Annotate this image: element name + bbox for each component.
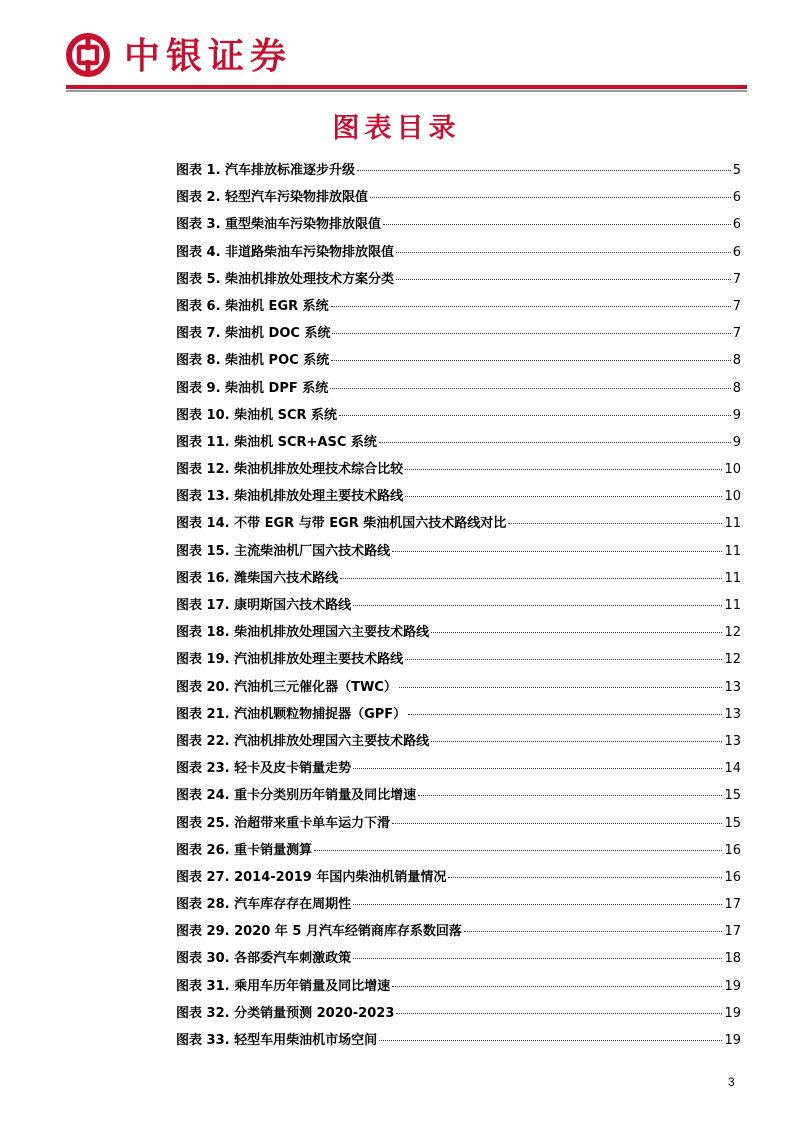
toc-dot-leader [379, 442, 731, 443]
toc-entry-page: 17 [724, 897, 741, 913]
toc-dot-leader [392, 823, 722, 824]
toc-entry-label: 图表 26. 重卡销量测算 [176, 842, 313, 858]
toc-entry[interactable] [176, 619, 741, 646]
toc-entry-page: 9 [732, 407, 741, 423]
toc-dot-leader [405, 659, 722, 660]
toc-dot-leader [370, 197, 731, 198]
toc-entry-page: 5 [732, 163, 741, 178]
toc-entry-page: 14 [724, 761, 741, 777]
toc-dot-leader [396, 279, 731, 280]
toc-dot-leader [431, 632, 722, 633]
toc-entry[interactable] [176, 864, 741, 891]
toc-dot-leader [353, 768, 722, 769]
toc-dot-leader [330, 388, 730, 389]
toc-entry-label: 图表 16. 潍柴国六技术路线 [176, 570, 339, 586]
toc-dot-leader [418, 795, 722, 796]
toc-entry-label: 图表 21. 汽油机颗粒物捕捉器（GPF） [176, 706, 407, 722]
toc-entry-page: 19 [724, 978, 741, 994]
page-number: 3 [728, 1075, 735, 1089]
toc-entry[interactable] [176, 239, 741, 266]
toc-entry-page: 15 [724, 788, 741, 804]
toc-entry-page: 11 [724, 516, 741, 532]
toc-dot-leader [339, 415, 731, 416]
toc-dot-leader [448, 877, 722, 878]
toc-entry-label: 图表 33. 轻型车用柴油机市场空间 [176, 1033, 378, 1048]
toc-entry[interactable] [176, 837, 741, 864]
toc-entry-page: 10 [724, 462, 741, 478]
toc-entry[interactable] [176, 538, 741, 565]
toc-entry-label: 图表 9. 柴油机 DPF 系统 [176, 380, 329, 396]
toc-entry-label: 图表 13. 柴油机排放处理主要技术路线 [176, 489, 404, 505]
toc-entry[interactable] [176, 157, 741, 184]
toc-entry-page: 10 [724, 489, 741, 505]
toc-entry-label: 图表 2. 轻型汽车污染物排放限值 [176, 190, 369, 206]
toc-entry-page: 7 [732, 298, 741, 314]
toc-dot-leader [392, 551, 722, 552]
toc-entry[interactable] [176, 510, 741, 537]
toc-dot-leader [464, 931, 723, 932]
header-rule-grey [66, 90, 747, 92]
toc-entry-label: 图表 24. 重卡分类别历年销量及同比增速 [176, 788, 417, 804]
toc-dot-leader [396, 1013, 722, 1014]
brand-name: 中银证券 [124, 35, 293, 77]
toc-dot-leader [392, 986, 722, 987]
toc-entry[interactable] [176, 701, 741, 728]
toc-dot-leader [399, 687, 723, 688]
toc-entry[interactable] [176, 320, 741, 347]
toc-entry-page: 8 [732, 380, 741, 396]
toc-dot-leader [332, 333, 730, 334]
toc-entry-page: 17 [724, 924, 741, 940]
toc-entry[interactable] [176, 293, 741, 320]
toc-entry-page: 19 [724, 1005, 741, 1021]
toc-dot-leader [314, 850, 722, 851]
toc-entry[interactable] [176, 1000, 741, 1027]
toc-entry[interactable] [176, 347, 741, 374]
toc-entry-label: 图表 5. 柴油机排放处理技术方案分类 [176, 271, 395, 287]
toc-entry[interactable] [176, 565, 741, 592]
toc-entry-page: 13 [724, 679, 741, 695]
header-rule-red [66, 85, 747, 89]
boc-logo-icon [66, 33, 110, 77]
toc-entry-page: 6 [732, 244, 741, 260]
toc-entry-page: 7 [732, 326, 741, 342]
toc-entry-page: 12 [724, 652, 741, 668]
page-header [0, 0, 793, 95]
toc-entry-page: 13 [724, 733, 741, 749]
toc-entry-page: 19 [724, 1033, 741, 1048]
toc-entry-page: 6 [732, 190, 741, 206]
toc-entry-label: 图表 15. 主流柴油机厂国六技术路线 [176, 543, 391, 559]
toc-dot-leader [353, 904, 722, 905]
toc-entry[interactable] [176, 1027, 741, 1054]
toc-entry[interactable] [176, 592, 741, 619]
toc-entry-page: 15 [724, 815, 741, 831]
toc-entry-page: 13 [724, 706, 741, 722]
toc-dot-leader [379, 1040, 722, 1041]
toc-entry-label: 图表 17. 康明斯国六技术路线 [176, 598, 352, 613]
toc-entry-page: 6 [732, 217, 741, 233]
toc-entry-label: 图表 22. 汽油机排放处理国六主要技术路线 [176, 733, 430, 749]
toc-dot-leader [431, 741, 722, 742]
toc-entry[interactable] [176, 945, 741, 972]
toc-entry-label: 图表 32. 分类销量预测 2020-2023 [176, 1005, 395, 1021]
toc-entry-page: 7 [732, 271, 741, 287]
toc-entry-label: 图表 11. 柴油机 SCR+ASC 系统 [176, 434, 377, 450]
toc-dot-leader [331, 306, 731, 307]
table-of-figures [176, 157, 741, 1054]
toc-entry[interactable] [176, 456, 741, 483]
toc-entry-label: 图表 19. 汽油机排放处理主要技术路线 [176, 652, 404, 668]
toc-entry[interactable] [176, 375, 741, 402]
toc-dot-leader [340, 578, 722, 579]
toc-entry-label: 图表 3. 重型柴油车污染物排放限值 [176, 217, 382, 233]
toc-entry-label: 图表 27. 2014-2019 年国内柴油机销量情况 [176, 869, 447, 885]
toc-dot-leader [408, 714, 722, 715]
toc-dot-leader [383, 224, 731, 225]
toc-entry-page: 16 [724, 869, 741, 885]
toc-entry[interactable] [176, 646, 741, 673]
toc-entry-page: 11 [724, 570, 741, 586]
toc-entry[interactable] [176, 891, 741, 918]
toc-entry-label: 图表 25. 治超带来重卡单车运力下滑 [176, 815, 391, 831]
toc-dot-leader [405, 469, 722, 470]
toc-dot-leader [508, 523, 722, 524]
toc-entry-label: 图表 28. 汽车库存存在周期性 [176, 897, 352, 913]
toc-entry-label: 图表 4. 非道路柴油车污染物排放限值 [176, 244, 395, 260]
toc-entry[interactable] [176, 973, 741, 1000]
toc-entry-label: 图表 14. 不带 EGR 与带 EGR 柴油机国六技术路线对比 [176, 516, 507, 532]
toc-entry[interactable] [176, 755, 741, 782]
toc-entry[interactable] [176, 402, 741, 429]
toc-dot-leader [331, 360, 731, 361]
toc-entry-label: 图表 20. 汽油机三元催化器（TWC） [176, 679, 397, 695]
toc-dot-leader [357, 170, 731, 171]
toc-entry[interactable] [176, 211, 741, 238]
toc-dot-leader [353, 605, 722, 606]
toc-entry[interactable] [176, 266, 741, 293]
toc-entry-label: 图表 29. 2020 年 5 月汽车经销商库存系数回落 [176, 924, 462, 940]
toc-entry[interactable] [176, 810, 741, 837]
toc-entry-label: 图表 23. 轻卡及皮卡销量走势 [176, 761, 352, 777]
toc-entry-page: 11 [724, 598, 741, 613]
toc-entry-page: 16 [724, 842, 741, 858]
toc-entry-page: 18 [724, 951, 741, 967]
toc-entry[interactable] [176, 728, 741, 755]
toc-entry-page: 8 [732, 353, 741, 369]
page-title: 图表目录 [332, 113, 461, 144]
toc-entry-label: 图表 10. 柴油机 SCR 系统 [176, 407, 338, 423]
toc-entry-label: 图表 7. 柴油机 DOC 系统 [176, 326, 331, 342]
toc-dot-leader [353, 958, 722, 959]
toc-entry-label: 图表 1. 汽车排放标准逐步升级 [176, 163, 356, 178]
toc-entry-label: 图表 30. 各部委汽车刺激政策 [176, 951, 352, 967]
toc-dot-leader [405, 496, 722, 497]
toc-entry[interactable] [176, 674, 741, 701]
toc-entry[interactable] [176, 483, 741, 510]
toc-entry-page: 12 [724, 625, 741, 641]
toc-entry[interactable] [176, 429, 741, 456]
toc-entry[interactable] [176, 782, 741, 809]
toc-entry-page: 9 [732, 434, 741, 450]
toc-entry-label: 图表 6. 柴油机 EGR 系统 [176, 298, 329, 314]
toc-entry-label: 图表 8. 柴油机 POC 系统 [176, 353, 330, 369]
toc-entry-label: 图表 18. 柴油机排放处理国六主要技术路线 [176, 625, 430, 641]
toc-entry[interactable] [176, 918, 741, 945]
toc-dot-leader [396, 252, 731, 253]
toc-entry-label: 图表 12. 柴油机排放处理技术综合比较 [176, 462, 404, 478]
toc-entry[interactable] [176, 184, 741, 211]
toc-entry-page: 11 [724, 543, 741, 559]
toc-entry-label: 图表 31. 乘用车历年销量及同比增速 [176, 978, 391, 994]
